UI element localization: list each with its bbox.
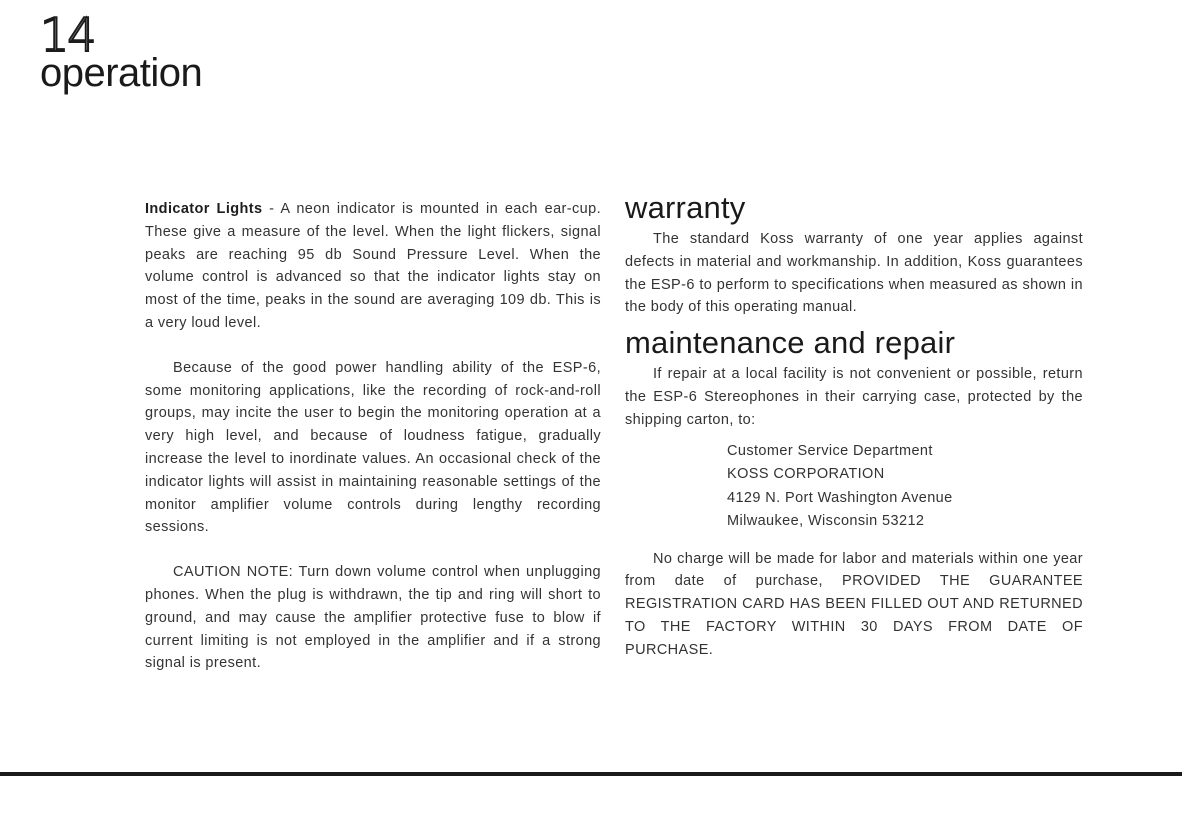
- warranty-paragraph: The standard Koss warranty of one year applies against defects in material and workmanship. In addition, Koss guarantees the ESP-6 to perform to specifications when measured as shown in the body of this operating manual.: [625, 231, 1083, 316]
- address-line: Milwaukee, Wisconsin 53212: [727, 513, 925, 530]
- maintenance-paragraph: If repair at a local facility is not convenient or possible, return the ESP-6 Stereophones in their carrying case, protected by the shipping carton, to:: [625, 366, 1083, 428]
- indicator-lights-text: - A neon indicator is mounted in each ear-cup. These give a measure of the level. When the light flickers, signal peaks are reaching 95 db Sound Pressure Level. When the volume control is advanced so that the indicator lights stay on most of the time, peaks in the sound are averaging 109 db. This is a very loud level.: [145, 201, 601, 331]
- warranty-heading: warranty: [625, 190, 746, 225]
- left-column: [145, 198, 601, 675]
- no-charge-paragraph: No charge will be made for labor and materials within one year from date of purchase, PROVIDED THE GUARANTEE REGISTRATION CARD HAS BEEN FILLED OUT AND RETURNED TO THE FACTORY WITHIN 30 DAYS FROM DATE OF PURCHASE.: [625, 550, 1083, 658]
- indicator-lights-heading: Indicator Lights: [145, 201, 263, 217]
- right-column: [625, 188, 1083, 662]
- indicator-lights-paragraph: [145, 198, 601, 335]
- address-line: Customer Service Department: [727, 442, 933, 459]
- address-line: KOSS CORPORATION: [727, 466, 885, 483]
- caution-note-paragraph: CAUTION NOTE: Turn down volume control when unplugging phones. When the plug is withdrawn, the tip and ring will short to ground, and may cause the amplifier protective fuse to blow if current limiting is not employed in the amplifier and if a strong signal is present.: [145, 564, 601, 672]
- page-number: 14: [40, 8, 95, 62]
- service-address: [727, 440, 1083, 534]
- bottom-rule: [0, 772, 1182, 776]
- power-handling-paragraph: Because of the good power handling ability of the ESP-6, some monitoring applications, like the recording of rock-and-roll groups, may incite the user to begin the monitoring operation at a very high level, and because of loudness fatigue, gradually increase the level to inordinate values. An occasional check of the indicator lights will assist in maintaining reasonable settings of the monitor amplifier volume controls during lengthy recording sessions.: [145, 359, 601, 536]
- maintenance-heading: maintenance and repair: [625, 325, 956, 361]
- address-line: 4129 N. Port Washington Avenue: [727, 489, 953, 506]
- section-title: operation: [40, 51, 203, 95]
